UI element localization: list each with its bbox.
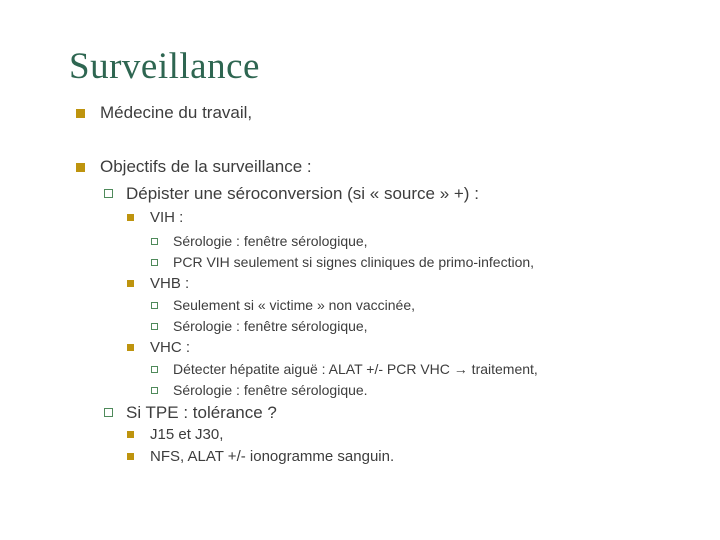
list-item — [0, 252, 720, 273]
green-hollow-square-bullet-icon — [151, 366, 158, 373]
list-item-text: Dépister une séroconversion (si « source » +) : — [126, 184, 479, 203]
list-item — [0, 182, 720, 205]
list-item-text: Sérologie : fenêtre sérologique, — [173, 233, 368, 249]
list-item — [0, 337, 720, 359]
list-item — [0, 380, 720, 401]
green-hollow-square-bullet-icon — [151, 387, 158, 394]
list-item-text: PCR VIH seulement si signes cliniques de primo-infection, — [173, 254, 535, 270]
list-item-text: Objectifs de la surveillance : — [100, 157, 312, 176]
list-item-text: VHB : — [150, 275, 190, 292]
slide-title: Surveillance — [69, 46, 260, 87]
green-hollow-square-bullet-icon — [151, 323, 158, 330]
bullet-list — [0, 101, 720, 468]
green-hollow-square-bullet-icon — [151, 259, 158, 266]
list-item-text: VHC : — [150, 339, 191, 356]
gold-square-bullet-icon — [127, 214, 134, 221]
green-hollow-square-bullet-icon — [104, 189, 113, 198]
list-item-text: Sérologie : fenêtre sérologique, — [173, 318, 368, 334]
list-item — [0, 316, 720, 337]
green-hollow-square-bullet-icon — [151, 238, 158, 245]
list-item — [0, 424, 720, 446]
list-item — [0, 207, 720, 229]
list-item-text: Détecter hépatite aiguë : ALAT +/- PCR VHC → traitement, — [173, 361, 538, 377]
list-item — [0, 101, 720, 125]
gold-square-bullet-icon — [127, 453, 134, 460]
gold-square-bullet-icon — [76, 109, 85, 118]
list-item — [0, 359, 720, 380]
list-item — [0, 401, 720, 424]
gold-square-bullet-icon — [127, 280, 134, 287]
list-item-text: NFS, ALAT +/- ionogramme sanguin. — [150, 448, 395, 465]
list-item-text: J15 et J30, — [150, 426, 224, 443]
green-hollow-square-bullet-icon — [104, 408, 113, 417]
list-item-text: VIH : — [150, 209, 184, 226]
list-item-text: Si TPE : tolérance ? — [126, 403, 277, 422]
green-hollow-square-bullet-icon — [151, 302, 158, 309]
list-item-text: Sérologie : fenêtre sérologique. — [173, 382, 368, 398]
gold-square-bullet-icon — [76, 163, 85, 172]
list-item — [0, 446, 720, 468]
list-item-text: Médecine du travail, — [100, 103, 253, 122]
list-item — [0, 155, 720, 179]
gold-square-bullet-icon — [127, 344, 134, 351]
list-item — [0, 273, 720, 295]
gold-square-bullet-icon — [127, 431, 134, 438]
list-item — [0, 295, 720, 316]
list-item — [0, 231, 720, 252]
list-item-text: Seulement si « victime » non vaccinée, — [173, 297, 416, 313]
